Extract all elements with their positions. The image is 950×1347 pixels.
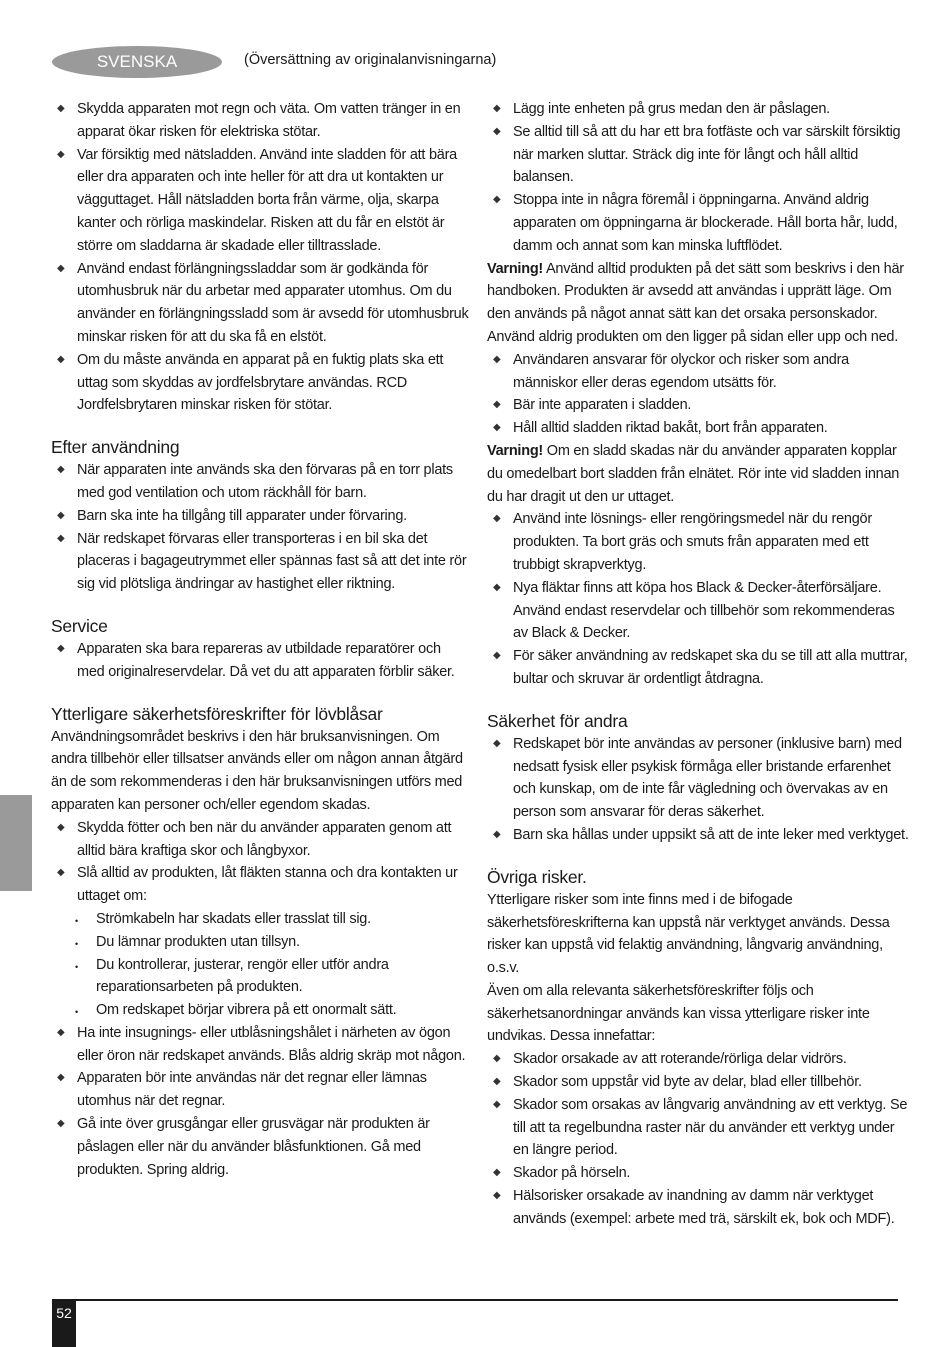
warning-paragraph-2 xyxy=(487,440,912,508)
language-tab xyxy=(52,46,222,78)
sub-list-item: • Om redskapet börjar vibrera på ett onormalt sätt. xyxy=(51,999,471,1022)
list-item: ◆ Användaren ansvarar för olyckor och risker som andra människor eller deras egendom utsätts för. xyxy=(487,349,912,395)
intro-bullet-list xyxy=(51,98,471,417)
list-item: ◆ Barn ska inte ha tillgång till apparater under förvaring. xyxy=(51,505,471,528)
language-label: SVENSKA xyxy=(96,52,178,71)
footer-rule xyxy=(52,1299,898,1301)
residual-list xyxy=(487,1048,912,1230)
sub-list-item: • Du lämnar produkten utan tillsyn. xyxy=(51,931,471,954)
list-item: ◆ Redskapet bör inte användas av personer (inklusive barn) med nedsatt fysisk eller psykisk förmåga eller bristande erfarenhet och kunskap, om de inte får vägledning och övervakas av en person som ansvarar för deras säkerhet. xyxy=(487,733,912,824)
warning-label: Varning! xyxy=(487,442,544,459)
list-item: ◆ Slå alltid av produkten, låt fläkten stanna och dra kontakten ur uttaget om: xyxy=(51,862,471,908)
list-item: ◆ Håll alltid sladden riktad bakåt, bort från apparaten. xyxy=(487,417,912,440)
after-use-list xyxy=(51,459,471,596)
page-subtitle: (Översättning av originalanvisningarna) xyxy=(244,52,497,68)
others-safety-list xyxy=(487,733,912,847)
list-item: ◆ Lägg inte enheten på grus medan den är påslagen. xyxy=(487,98,912,121)
list-item: ◆ Skydda apparaten mot regn och väta. Om vatten tränger in en apparat ökar risken för elektriska stötar. xyxy=(51,98,471,144)
list-item: ◆ Apparaten bör inte användas när det regnar eller lämnas utomhus när det regnar. xyxy=(51,1067,471,1113)
list-item: ◆ Var försiktig med nätsladden. Använd inte sladden för att bära eller dra apparaten och inte heller för att dra ut kontakten ur vägguttaget. Håll nätsladden borta från värme, olja, skarpa kanter och rörliga maskindelar. Risken att du får en elstöt är större om sladdarna är skadade eller tilltrasslade. xyxy=(51,144,471,258)
list-item: ◆ Skador orsakade av att roterande/rörliga delar vidrörs. xyxy=(487,1048,912,1071)
list-item: ◆ Skador som uppstår vid byte av delar, blad eller tillbehör. xyxy=(487,1071,912,1094)
list-item: ◆ Se alltid till så att du har ett bra fotfäste och var särskilt försiktig när marken sluttar. Sträck dig inte för långt och håll alltid balansen. xyxy=(487,121,912,189)
warning-text: Använd alltid produkten på det sätt som beskrivs i den här handboken. Produkten är avsedd att användas i upprätt läge. Om den används på något annat sätt kan det orsaka personskador. Använd aldrig produkten om den ligger på sidan eller upp och ned. xyxy=(487,260,904,345)
warning-text: Om en sladd skadas när du använder apparaten kopplar du omedelbart bort sladden från elnätet. Rör inte vid sladden innan du har dragit ut den ur uttaget. xyxy=(487,442,900,505)
list-item: ◆ Använd endast förlängningssladdar som är godkända för utomhusbruk när du arbetar med apparater utomhus. Om du använder en förlängningssladd som är avsedd för utomhusbruk minskar risken för att du ska få en elstöt. xyxy=(51,258,471,349)
list-item: ◆ Skador som orsakas av långvarig användning av ett verktyg. Se till att ta regelbundna raster när du använder ett verktyg under en längre period. xyxy=(487,1094,912,1162)
service-list xyxy=(51,638,471,684)
list-item: ◆ Bär inte apparaten i sladden. xyxy=(487,394,912,417)
warning-label: Varning! xyxy=(487,260,544,277)
section-heading-after-use: Efter användning xyxy=(51,437,180,458)
warning-paragraph-1 xyxy=(487,258,912,349)
list-item: ◆ Nya fläktar finns att köpa hos Black & Decker-återförsäljare. Använd endast reservdelar och tillbehör som rekommenderas av Black & Decker. xyxy=(487,577,912,645)
additional-list xyxy=(51,817,471,1182)
additional-intro: Användningsområdet beskrivs i den här bruksanvisningen. Om andra tillbehör eller tillsatser används eller om någon annan åtgärd än de som rekommenderas i den här bruksanvisningen utförs med apparaten kan personer och/eller egendom skadas. xyxy=(51,728,463,813)
right-list-c xyxy=(487,508,912,690)
right-list-b xyxy=(487,349,912,440)
list-item: ◆ Använd inte lösnings- eller rengöringsmedel när du rengör produkten. Ta bort gräs och smuts från apparaten med ett trubbigt skrapverktyg. xyxy=(487,508,912,576)
side-section-marker xyxy=(0,795,32,891)
right-list-a xyxy=(487,98,912,258)
page-number: 52 xyxy=(52,1299,76,1347)
sub-list-item: • Strömkabeln har skadats eller trasslat till sig. xyxy=(51,908,471,931)
section-heading-service: Service xyxy=(51,615,108,636)
list-item: ◆ Gå inte över grusgångar eller grusvägar när produkten är påslagen eller när du använder blåsfunktionen. Gå med produkten. Spring aldrig. xyxy=(51,1113,471,1181)
list-item: ◆ När redskapet förvaras eller transporteras i en bil ska det placeras i bagageutrymmet eller spännas fast så att det inte rör sig vid plötsliga ändringar av hastighet eller riktning. xyxy=(51,528,471,596)
right-column xyxy=(487,98,912,1231)
section-heading-additional: Ytterligare säkerhetsföreskrifter för lövblåsar xyxy=(51,703,383,724)
list-item: ◆ Om du måste använda en apparat på en fuktig plats ska ett uttag som skyddas av jordfelsbrytare användas. RCD Jordfelsbrytaren minskar risken för stötar. xyxy=(51,349,471,417)
section-heading-others-safety: Säkerhet för andra xyxy=(487,710,628,731)
list-item: ◆ För säker användning av redskapet ska du se till att alla muttrar, bultar och skruvar är ordentligt åtdragna. xyxy=(487,645,912,691)
list-item: ◆ Stoppa inte in några föremål i öppningarna. Använd aldrig apparaten om öppningarna är blockerade. Håll borta hår, ludd, damm och annat som kan minska luftflödet. xyxy=(487,189,912,257)
list-item: ◆ Apparaten ska bara repareras av utbildade reparatörer och med originalreservdelar. Då vet du att apparaten förblir säker. xyxy=(51,638,471,684)
left-column xyxy=(51,98,471,1181)
residual-paragraph-2: Även om alla relevanta säkerhetsföreskrifter följs och säkerhetsanordningar används kan vissa ytterligare risker inte undvikas. Dessa innefattar: xyxy=(487,982,870,1045)
section-heading-residual: Övriga risker. xyxy=(487,866,587,887)
list-item: ◆ När apparaten inte används ska den förvaras på en torr plats med god ventilation och utom räckhåll för barn. xyxy=(51,459,471,505)
residual-paragraph-1: Ytterligare risker som inte finns med i de bifogade säkerhetsföreskrifterna kan uppstå när verktyget används. Dessa risker kan uppstå vid felaktig användning, långvarig användning, o.s.v. xyxy=(487,891,890,977)
list-item: ◆ Skydda fötter och ben när du använder apparaten genom att alltid bära kraftiga skor och långbyxor. xyxy=(51,817,471,863)
list-item: ◆ Ha inte insugnings- eller utblåsningshålet i närheten av ögon eller öron när redskapet används. Blås aldrig skräp mot någon. xyxy=(51,1022,471,1068)
list-item: ◆ Barn ska hållas under uppsikt så att de inte leker med verktyget. xyxy=(487,824,912,847)
list-item: ◆ Skador på hörseln. xyxy=(487,1162,912,1185)
list-item: ◆ Hälsorisker orsakade av inandning av damm när verktyget används (exempel: arbete med trä, särskilt ek, bok och MDF). xyxy=(487,1185,912,1231)
sub-list-item: • Du kontrollerar, justerar, rengör eller utför andra reparationsarbeten på produkten. xyxy=(51,954,471,1000)
